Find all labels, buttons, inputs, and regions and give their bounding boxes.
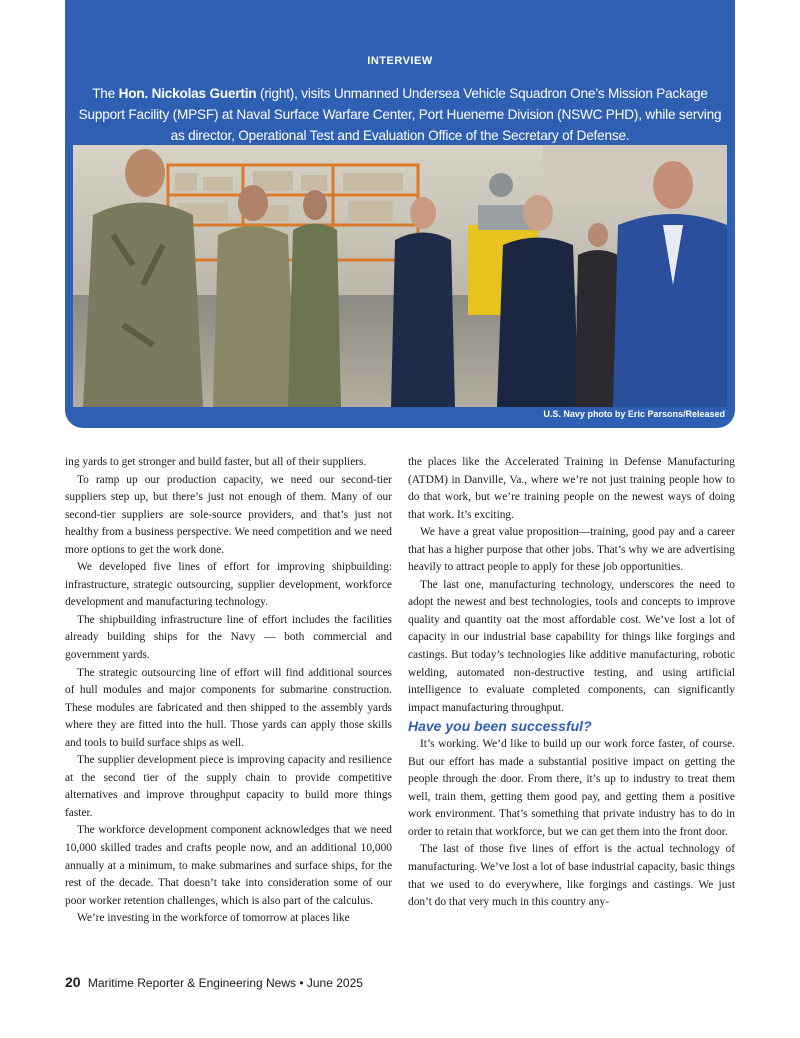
photo-illustration xyxy=(73,145,727,407)
article-left-column xyxy=(65,454,392,928)
photo-credit: U.S. Navy photo by Eric Parsons/Released xyxy=(543,409,725,419)
paragraph: It’s working. We’d like to build up our work force faster, of course. But our effort has made a substantial positive impact on getting the people through the door. From there, it’s up to industry to treat them well, train them, getting them good pay, and getting them a positive work environment. That’s something that private industry has to do in order to retain that workforce, but we can get them into the front door. xyxy=(408,738,735,838)
paragraph: The last one, manufacturing technology, underscores the need to adopt the newest and best technologies, tools and concepts to improve quality and quantity oat the most affordable cost. We’ve lost a lot of capacity in our industrial base capability for things like forgings and castings. But today’s technologies like additive manufacturing, robotic welding, automated non-destructive testing, and using artificial intelligence to evaluate completed components, can significantly impact manufacturing throughput. xyxy=(408,578,735,714)
article-right-column xyxy=(408,454,735,912)
caption-name: Hon. Nickolas Guertin xyxy=(118,86,257,101)
paragraph: The supplier development piece is improving capacity and resilience at the second tier of the supply chain to provide competitive alternatives and improve throughput capacity to build more things faster. xyxy=(65,754,392,819)
article-photo xyxy=(73,145,727,407)
paragraph: ing yards to get stronger and build faster, but all of their suppliers. xyxy=(65,456,367,468)
section-kicker: INTERVIEW xyxy=(367,55,433,67)
paragraph: The shipbuilding infrastructure line of effort includes the facilities already building ships for the Navy — both commercial and government yards. xyxy=(65,613,392,662)
paragraph: To ramp up our production capacity, we need our second-tier suppliers step up, but there’s just not enough of them. Many of our second-tier suppliers are sole-source providers, and that’s just not healthy from a business perspective. We need competition and we need more options to get the work done. xyxy=(65,473,392,556)
paragraph: the places like the Accelerated Training in Defense Manufacturing (ATDM) in Danville, Va., where we’re not just training people how to do that work, but we’re training people on the newest ways of doing that work. It’s exciting. xyxy=(408,456,735,521)
paragraph: The strategic outsourcing line of effort will find additional sources of hull modules and major components for submarine construction. These modules are fabricated and then shipped to the assembly yards where they are fitted into the hull. Those yards can apply those skills and tools to build surface ships as well. xyxy=(65,666,392,749)
interview-question: Have you been successful? xyxy=(408,718,592,735)
paragraph: We have a great value proposition—training, good pay and a career that has a higher purpose that other jobs. That’s why we are advertising heavily to attract people to apply for these job opportunities. xyxy=(408,526,735,574)
publication-name: Maritime Reporter & Engineering News • June 2025 xyxy=(87,976,363,990)
paragraph: The last of those five lines of effort is the actual technology of manufacturing. We’ve lost a lot of base industrial capacity, basic things that we used to do everywhere, like forgings and castings. We just don’t do that very much in this country any- xyxy=(408,843,735,909)
paragraph: We developed five lines of effort for improving shipbuilding: infrastructure, strategic outsourcing, supplier development, workforce development and manufacturing technology. xyxy=(65,561,392,609)
photo-caption xyxy=(75,83,725,146)
caption-body: (right), visits Unmanned Undersea Vehicle Squadron One’s Mission Package Support Facility (MPSF) at Naval Surface Warfare Center, Port Hueneme Division (NSWC PHD), while serving as director, Operational Test and Evaluation Office of the Secretary of Defense. xyxy=(78,86,722,143)
page-footer xyxy=(65,974,363,990)
page-number: 20 xyxy=(65,974,81,990)
paragraph: The workforce development component acknowledges that we need 10,000 skilled trades and crafts people now, and an additional 10,000 annually at a minimum, to make submarines and surface ships, for the rest of the decade. That doesn’t take into consideration some of our poor worker retention challenges, which is also part of the calculus. xyxy=(65,824,392,907)
paragraph: We’re investing in the workforce of tomorrow at places like xyxy=(77,912,350,925)
interview-banner xyxy=(65,0,735,428)
caption-intro: The xyxy=(92,86,119,101)
